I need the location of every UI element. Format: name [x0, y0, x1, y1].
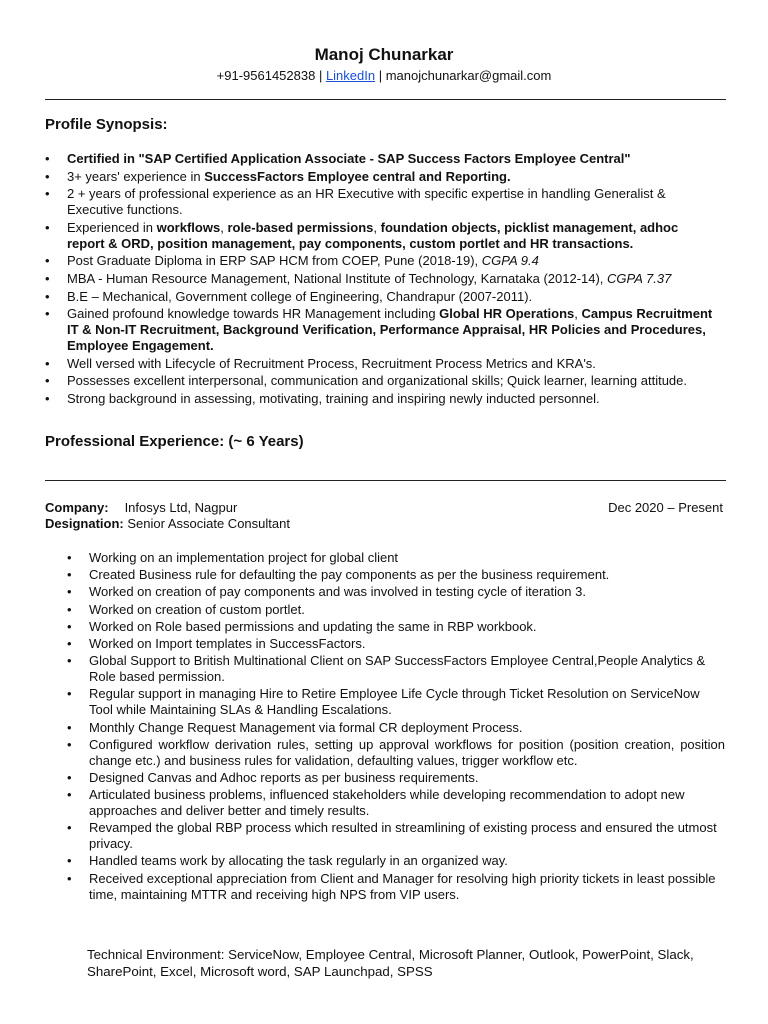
contact-line — [0, 68, 768, 83]
synopsis-text: SuccessFactors Employee central and Reporting. — [204, 168, 511, 184]
synopsis-text: 2 + years of professional experience as an HR Executive with specific expertise in handling Generalist & Executive functions. — [67, 186, 666, 218]
synopsis-text: Global HR Operations — [439, 306, 575, 322]
experience-item: • Created Business rule for defaulting the pay components as per the business requirement. — [67, 567, 725, 583]
synopsis-text: role-based permissions — [227, 219, 374, 235]
employment-dates: Dec 2020 – Present — [608, 500, 723, 515]
synopsis-text: B.E – Mechanical, Government college of Engineering, Chandrapur (2007-2011). — [67, 288, 533, 304]
phone-number: +91-9561452838 — [216, 68, 316, 83]
contact-separator: | — [375, 68, 386, 83]
synopsis-text: , — [220, 219, 228, 235]
synopsis-text: 3+ years' experience in — [67, 168, 205, 184]
experience-item: • Received exceptional appreciation from Client and Manager for resolving high priority tickets in least possible time, maintaining MTTR and receiving high NPS from VIP users. — [67, 871, 725, 903]
synopsis-text: workflows — [156, 219, 221, 235]
synopsis-text: Experienced in — [67, 219, 157, 235]
synopsis-text: Campus Recruitment IT & Non-IT Recruitment, Background Verification, Performance Appraisal, HR Policies and Procedures, Employee Engagement. — [67, 306, 713, 354]
synopsis-item — [45, 186, 715, 218]
technical-environment: Technical Environment: ServiceNow, Employee Central, Microsoft Planner, Outlook, PowerPoint, Slack, SharePoint, Excel, Microsoft word, SAP Launchpad, SPSS — [87, 947, 694, 979]
experience-item: • Handled teams work by allocating the task regularly in an organized way. — [67, 853, 725, 869]
experience-item: • Articulated business problems, influenced stakeholders while developing recommendation to adopt new approaches and deliver better and timely results. — [67, 787, 725, 819]
synopsis-text: CGPA 9.4 — [481, 253, 539, 269]
synopsis-text: Post Graduate Diploma in ERP SAP HCM from COEP, Pune (2018-19), — [67, 253, 482, 269]
synopsis-text: Well versed with Lifecycle of Recruitment Process, Recruitment Process Metrics and KRA's. — [67, 355, 596, 371]
experience-item: • Worked on creation of pay components and was involved in testing cycle of iteration 3. — [67, 584, 725, 600]
professional-experience-heading: Professional Experience: (~ 6 Years) — [45, 433, 304, 450]
profile-synopsis-heading: Profile Synopsis: — [45, 116, 168, 133]
experience-item: • Worked on Import templates in SuccessFactors. — [67, 636, 725, 652]
contact-separator: | — [315, 68, 326, 83]
designation-label: Designation: — [45, 516, 124, 531]
experience-item: • Monthly Change Request Management via formal CR deployment Process. — [67, 720, 725, 736]
experience-list — [67, 550, 725, 904]
experience-item: • Regular support in managing Hire to Retire Employee Life Cycle through Ticket Resolution on ServiceNow Tool while Maintaining SLAs & Handling Escalations. — [67, 686, 725, 718]
synopsis-text: Certified in "SAP Certified Application Associate - SAP Success Factors Employee Central" — [67, 151, 631, 166]
synopsis-item — [45, 220, 715, 252]
header-divider — [45, 99, 726, 100]
experience-item: • Worked on creation of custom portlet. — [67, 602, 725, 618]
synopsis-item — [45, 253, 715, 269]
linkedin-link[interactable]: LinkedIn — [325, 68, 376, 83]
synopsis-item — [45, 306, 715, 354]
synopsis-item — [45, 289, 715, 305]
synopsis-text: Strong background in assessing, motivating, training and inspiring newly inducted personnel. — [67, 390, 600, 406]
synopsis-item — [45, 356, 715, 372]
designation-line — [45, 516, 290, 531]
experience-item: • Working on an implementation project for global client — [67, 550, 725, 566]
synopsis-text: Possesses excellent interpersonal, communication and organizational skills; Quick learner, learning attitude. — [67, 373, 687, 389]
experience-item: • Designed Canvas and Adhoc reports as per business requirements. — [67, 770, 725, 786]
company-line — [45, 500, 237, 515]
experience-item: • Global Support to British Multinational Client on SAP SuccessFactors Employee Central,People Analytics & Role based permission. — [67, 653, 725, 685]
experience-item: • Configured workflow derivation rules, setting up approval workflows for position (position creation, position change etc.) and business rules for validation, defaulting values, trigger workflow etc. — [67, 737, 725, 769]
designation-value: Senior Associate Consultant — [127, 516, 290, 531]
synopsis-item — [45, 271, 715, 287]
synopsis-item — [45, 391, 715, 407]
synopsis-text: MBA - Human Resource Management, National Institute of Technology, Karnataka (2012-14), — [67, 270, 608, 286]
synopsis-text: , — [574, 306, 582, 322]
synopsis-text: , — [373, 219, 381, 235]
company-label: Company: — [45, 500, 109, 515]
synopsis-text: Gained profound knowledge towards HR Management including — [67, 306, 440, 322]
experience-divider — [45, 480, 726, 481]
synopsis-list — [45, 151, 715, 409]
company-name: Infosys Ltd, Nagpur — [124, 500, 238, 515]
synopsis-text: foundation objects, picklist management, adhoc report & ORD, position management, pay components, custom portlet and HR transactions. — [67, 219, 679, 251]
candidate-name: Manoj Chunarkar — [314, 45, 454, 64]
synopsis-text: CGPA 7.37 — [607, 270, 672, 286]
experience-item: • Revamped the global RBP process which resulted in streamlining of existing process and ensured the utmost privacy. — [67, 820, 725, 852]
synopsis-item — [45, 151, 715, 167]
email-address: manojchunarkar@gmail.com — [385, 68, 552, 83]
synopsis-item — [45, 169, 715, 185]
synopsis-item — [45, 373, 715, 389]
experience-item: • Worked on Role based permissions and updating the same in RBP workbook. — [67, 619, 725, 635]
